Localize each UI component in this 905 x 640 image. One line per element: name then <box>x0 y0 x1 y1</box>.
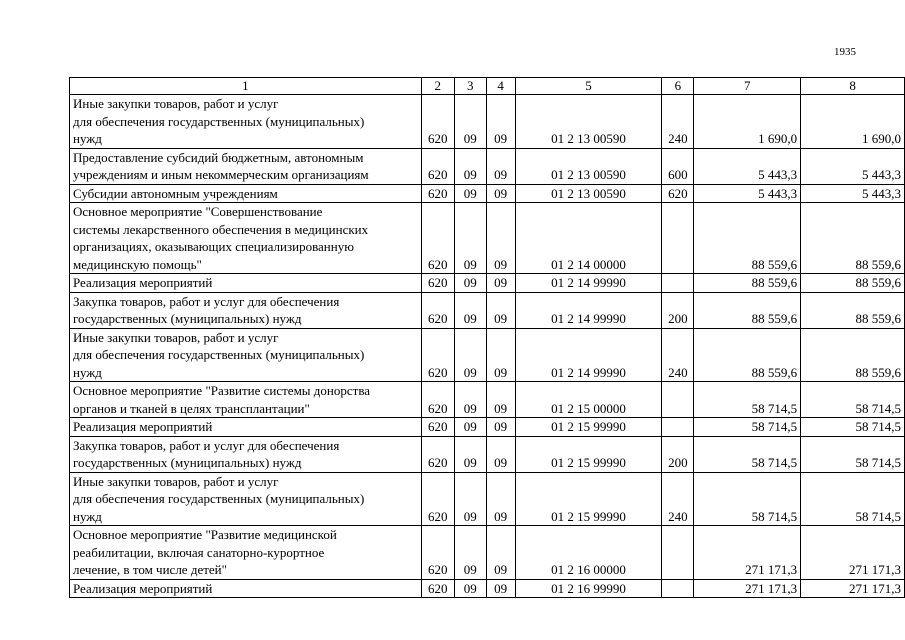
row-name-line: Иные закупки товаров, работ и услуг <box>73 473 279 489</box>
amount-cell: 58 714,5 <box>694 436 801 472</box>
amount-cell: 271 171,3 <box>694 526 801 580</box>
row-name-cell <box>70 472 422 526</box>
amount-cell: 88 559,6 <box>694 292 801 328</box>
chapter-code-cell: 09 <box>454 472 486 526</box>
chapter-code-cell: 09 <box>454 436 486 472</box>
row-name-line: Иные закупки товаров, работ и услуг <box>73 329 279 345</box>
section-code-cell: 620 <box>421 184 454 203</box>
amount-cell: 5 443,3 <box>801 148 905 184</box>
chapter-code-cell: 09 <box>454 418 486 437</box>
header-cell: 6 <box>662 78 694 95</box>
table-row <box>70 203 905 274</box>
target-article-cell: 01 2 15 99990 <box>515 418 662 437</box>
row-name-line: для обеспечения государственных (муниципальных) <box>73 113 365 129</box>
header-cell: 8 <box>801 78 905 95</box>
row-name-line: нужд <box>73 508 102 524</box>
chapter-code-cell: 09 <box>454 274 486 293</box>
table-row <box>70 274 905 293</box>
target-article-cell: 01 2 15 99990 <box>515 436 662 472</box>
header-cell: 7 <box>694 78 801 95</box>
expense-type-cell <box>662 418 694 437</box>
subsection-code-cell: 09 <box>486 526 515 580</box>
row-name-line: учреждениям и иным некоммерческим организациям <box>73 167 369 182</box>
row-name-cell <box>70 184 422 203</box>
amount-cell: 88 559,6 <box>694 328 801 382</box>
amount-cell: 271 171,3 <box>801 526 905 580</box>
chapter-code-cell: 09 <box>454 579 486 598</box>
target-article-cell: 01 2 14 99990 <box>515 274 662 293</box>
row-name-line: Основное мероприятие "Совершенствование <box>73 204 323 219</box>
row-name-cell <box>70 418 422 437</box>
expense-type-cell <box>662 526 694 580</box>
chapter-code-cell: 09 <box>454 382 486 418</box>
header-cell: 1 <box>70 78 422 95</box>
section-code-cell: 620 <box>421 274 454 293</box>
expense-type-cell <box>662 579 694 598</box>
row-name-line: нужд <box>73 364 102 380</box>
expense-type-cell: 600 <box>662 148 694 184</box>
target-article-cell: 01 2 15 99990 <box>515 472 662 526</box>
subsection-code-cell: 09 <box>486 436 515 472</box>
table-row <box>70 292 905 328</box>
target-article-cell: 01 2 13 00590 <box>515 95 662 149</box>
table-row <box>70 95 905 149</box>
amount-cell: 1 690,0 <box>801 95 905 149</box>
expense-type-cell: 240 <box>662 472 694 526</box>
section-code-cell: 620 <box>421 203 454 274</box>
amount-cell: 58 714,5 <box>694 382 801 418</box>
target-article-cell: 01 2 14 00000 <box>515 203 662 274</box>
subsection-code-cell: 09 <box>486 382 515 418</box>
row-name-line: Реализация мероприятий <box>73 580 213 596</box>
amount-cell: 5 443,3 <box>801 184 905 203</box>
row-name-line: системы лекарственного обеспечения в медицинских <box>73 221 369 237</box>
amount-cell: 58 714,5 <box>694 418 801 437</box>
section-code-cell: 620 <box>421 579 454 598</box>
row-name-line: для обеспечения государственных (муниципальных) <box>73 491 365 506</box>
expense-type-cell <box>662 382 694 418</box>
budget-table <box>69 77 905 598</box>
table-row <box>70 382 905 418</box>
row-name-line: Основное мероприятие "Развитие медицинской <box>73 527 337 542</box>
target-article-cell: 01 2 13 00590 <box>515 148 662 184</box>
amount-cell: 88 559,6 <box>801 274 905 293</box>
amount-cell: 58 714,5 <box>694 472 801 526</box>
expense-type-cell <box>662 203 694 274</box>
row-name-cell <box>70 526 422 580</box>
expense-type-cell: 240 <box>662 328 694 382</box>
row-name-line: Основное мероприятие "Развитие системы донорства <box>73 383 371 398</box>
target-article-cell: 01 2 16 00000 <box>515 526 662 580</box>
row-name-line: Реализация мероприятий <box>73 275 213 290</box>
row-name-line: Предоставление субсидий бюджетным, автономным <box>73 149 364 165</box>
row-name-line: государственных (муниципальных) нужд <box>73 311 302 326</box>
row-name-cell <box>70 274 422 293</box>
row-name-cell <box>70 328 422 382</box>
target-article-cell: 01 2 14 99990 <box>515 328 662 382</box>
header-cell: 4 <box>486 78 515 95</box>
section-code-cell: 620 <box>421 292 454 328</box>
row-name-cell <box>70 382 422 418</box>
amount-cell: 5 443,3 <box>694 148 801 184</box>
expense-type-cell <box>662 274 694 293</box>
section-code-cell: 620 <box>421 95 454 149</box>
section-code-cell: 620 <box>421 472 454 526</box>
table-row <box>70 472 905 526</box>
subsection-code-cell: 09 <box>486 292 515 328</box>
amount-cell: 271 171,3 <box>801 579 905 598</box>
table-row <box>70 436 905 472</box>
row-name-line: государственных (муниципальных) нужд <box>73 455 302 470</box>
row-name-cell <box>70 95 422 149</box>
subsection-code-cell: 09 <box>486 472 515 526</box>
table-row <box>70 579 905 598</box>
header-cell: 3 <box>454 78 486 95</box>
expense-type-cell: 620 <box>662 184 694 203</box>
row-name-line: органов и тканей в целях трансплантации" <box>73 400 310 416</box>
expense-type-cell: 200 <box>662 436 694 472</box>
subsection-code-cell: 09 <box>486 184 515 203</box>
chapter-code-cell: 09 <box>454 292 486 328</box>
amount-cell: 58 714,5 <box>801 418 905 437</box>
row-name-line: медицинскую помощь" <box>73 256 202 272</box>
row-name-line: Закупка товаров, работ и услуг для обеспечения <box>73 293 340 309</box>
amount-cell: 58 714,5 <box>801 472 905 526</box>
section-code-cell: 620 <box>421 328 454 382</box>
header-cell: 2 <box>421 78 454 95</box>
subsection-code-cell: 09 <box>486 148 515 184</box>
target-article-cell: 01 2 13 00590 <box>515 184 662 203</box>
section-code-cell: 620 <box>421 436 454 472</box>
row-name-line: Реализация мероприятий <box>73 419 213 434</box>
table-row <box>70 418 905 437</box>
row-name-line: реабилитации, включая санаторно-курортное <box>73 544 325 560</box>
amount-cell: 1 690,0 <box>694 95 801 149</box>
section-code-cell: 620 <box>421 526 454 580</box>
table-row <box>70 148 905 184</box>
amount-cell: 58 714,5 <box>801 436 905 472</box>
target-article-cell: 01 2 15 00000 <box>515 382 662 418</box>
row-name-cell <box>70 148 422 184</box>
row-name-line: Субсидии автономным учреждениям <box>73 185 278 201</box>
chapter-code-cell: 09 <box>454 526 486 580</box>
amount-cell: 58 714,5 <box>801 382 905 418</box>
row-name-cell <box>70 203 422 274</box>
subsection-code-cell: 09 <box>486 418 515 437</box>
amount-cell: 88 559,6 <box>801 292 905 328</box>
subsection-code-cell: 09 <box>486 203 515 274</box>
subsection-code-cell: 09 <box>486 328 515 382</box>
section-code-cell: 620 <box>421 148 454 184</box>
section-code-cell: 620 <box>421 418 454 437</box>
page-number: 1935 <box>834 46 856 58</box>
subsection-code-cell: 09 <box>486 579 515 598</box>
amount-cell: 271 171,3 <box>694 579 801 598</box>
amount-cell: 88 559,6 <box>801 328 905 382</box>
chapter-code-cell: 09 <box>454 184 486 203</box>
target-article-cell: 01 2 14 99990 <box>515 292 662 328</box>
amount-cell: 5 443,3 <box>694 184 801 203</box>
expense-type-cell: 200 <box>662 292 694 328</box>
expense-type-cell: 240 <box>662 95 694 149</box>
row-name-line: Закупка товаров, работ и услуг для обеспечения <box>73 437 340 453</box>
amount-cell: 88 559,6 <box>801 203 905 274</box>
row-name-line: организациях, оказывающих специализированную <box>73 239 354 254</box>
row-name-cell <box>70 436 422 472</box>
row-name-line: лечение, в том числе детей" <box>73 562 227 577</box>
chapter-code-cell: 09 <box>454 148 486 184</box>
row-name-cell <box>70 579 422 598</box>
chapter-code-cell: 09 <box>454 95 486 149</box>
section-code-cell: 620 <box>421 382 454 418</box>
row-name-cell <box>70 292 422 328</box>
row-name-line: Иные закупки товаров, работ и услуг <box>73 96 279 111</box>
amount-cell: 88 559,6 <box>694 203 801 274</box>
header-cell: 5 <box>515 78 662 95</box>
table-row <box>70 184 905 203</box>
amount-cell: 88 559,6 <box>694 274 801 293</box>
target-article-cell: 01 2 16 99990 <box>515 579 662 598</box>
chapter-code-cell: 09 <box>454 328 486 382</box>
table-row <box>70 328 905 382</box>
subsection-code-cell: 09 <box>486 95 515 149</box>
subsection-code-cell: 09 <box>486 274 515 293</box>
row-name-line: нужд <box>73 131 102 146</box>
chapter-code-cell: 09 <box>454 203 486 274</box>
table-row <box>70 526 905 580</box>
row-name-line: для обеспечения государственных (муниципальных) <box>73 347 365 362</box>
table-body <box>70 95 905 598</box>
header-row <box>70 78 905 95</box>
